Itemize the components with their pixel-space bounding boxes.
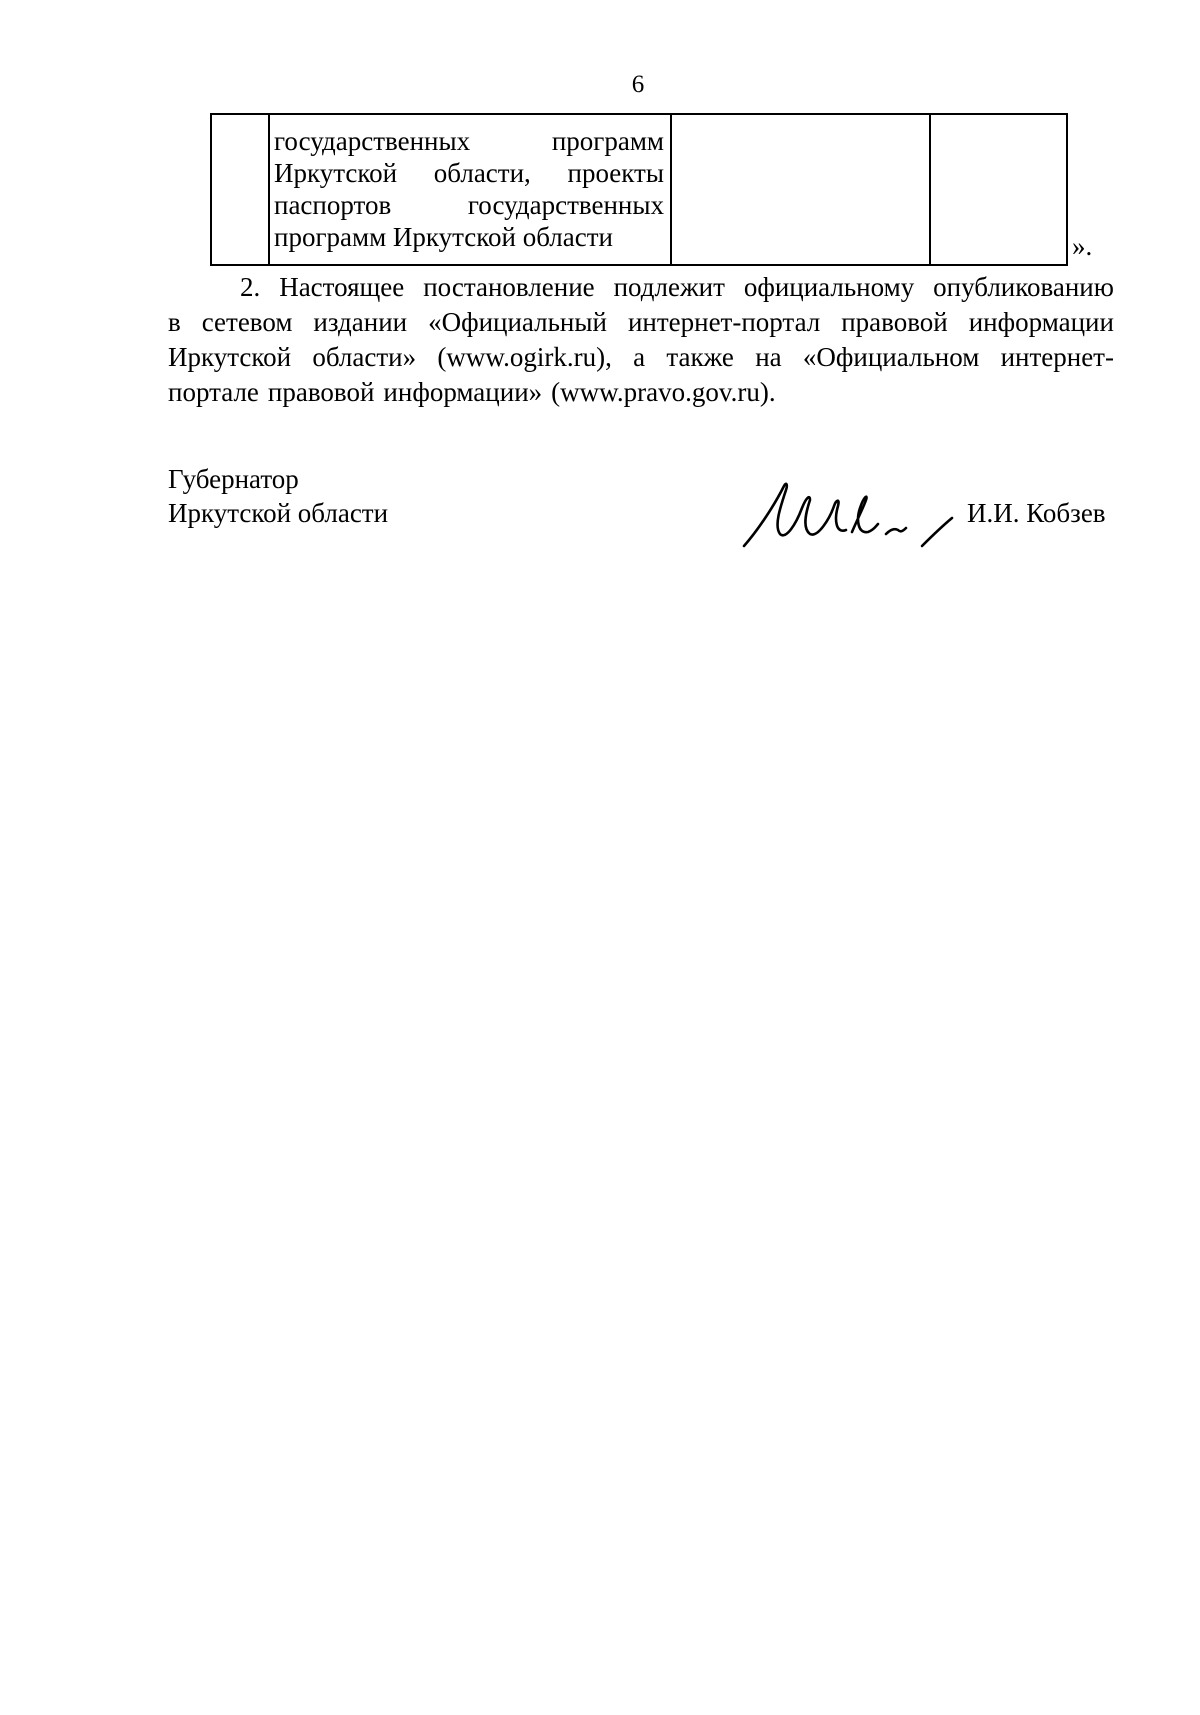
table-cell-line: паспортов государственных xyxy=(274,190,664,220)
table-cell-line: государственных программ xyxy=(274,126,664,156)
table-column-divider xyxy=(929,115,931,264)
signatory-position xyxy=(168,462,388,530)
table-fragment xyxy=(210,113,1068,266)
table-column-divider xyxy=(670,115,672,264)
page-number: 6 xyxy=(631,71,645,98)
paragraph-2 xyxy=(168,270,1114,410)
table-column-divider xyxy=(268,115,270,264)
paragraph-line: Иркутской области» (www.ogirk.ru), а также на «Официальном интернет- xyxy=(168,342,1114,372)
paragraph-line: 2. Настоящее постановление подлежит официальному опубликованию xyxy=(240,272,1114,302)
table-cell-line: Иркутской области, проекты xyxy=(274,158,664,188)
closing-quote: ». xyxy=(1072,231,1093,261)
position-region: Иркутской области xyxy=(168,498,389,528)
position-title: Губернатор xyxy=(168,464,299,494)
table-cell-line: программ Иркутской области xyxy=(274,222,613,252)
signer-name: И.И. Кобзев xyxy=(967,498,1106,528)
table-cell-text xyxy=(274,125,664,253)
paragraph-line: в сетевом издании «Официальный интернет-портал правовой информации xyxy=(168,307,1114,337)
paragraph-line: портале правовой информации» (www.pravo.gov.ru). xyxy=(168,377,776,407)
handwritten-signature xyxy=(740,478,955,550)
